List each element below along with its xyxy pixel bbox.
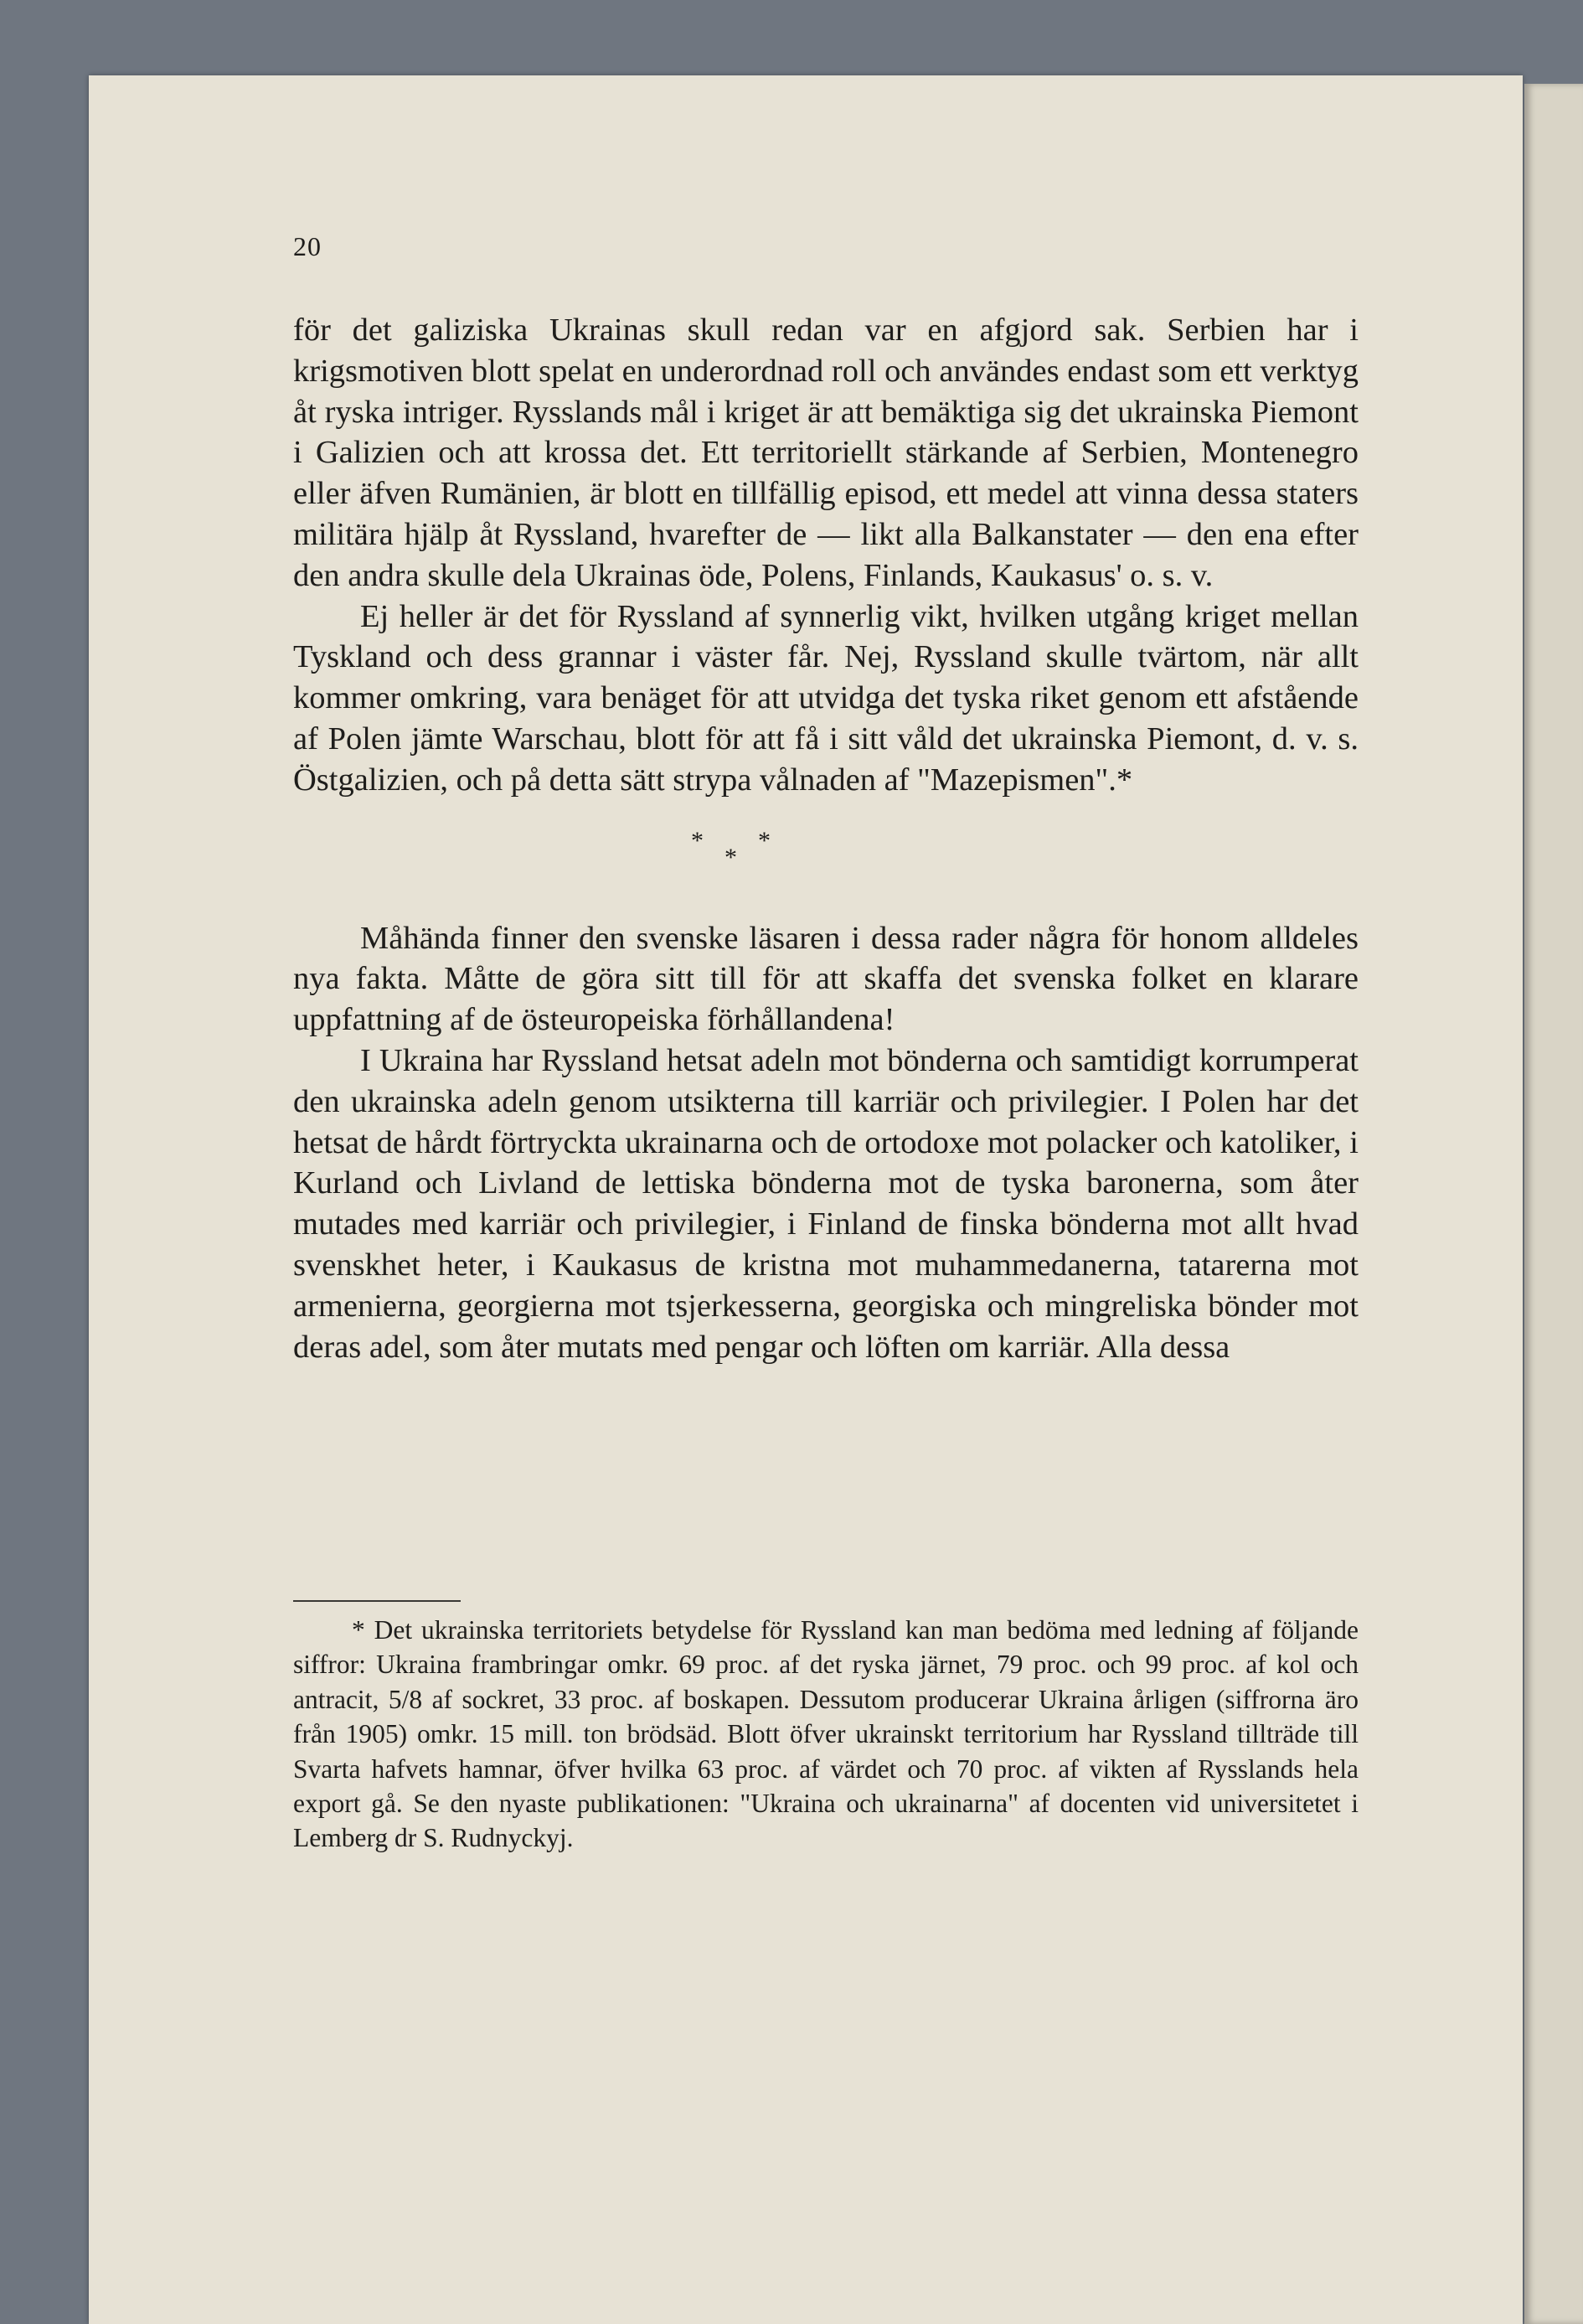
page-number: 20 xyxy=(293,231,322,261)
body-text xyxy=(293,310,1359,1367)
footnote xyxy=(293,1613,1359,1856)
paragraph: I Ukraina har Ryssland hetsat adeln mot bönderna och samtidigt korrumperat den ukrainska adeln genom utsikterna till karriär och privilegier. I Polen har det hetsat de hårdt förtryckta ukrainarna och de ortodoxe mot polacker och katoliker, i Kurland och Livland de lettiska bönderna mot de tyska baronerna, som åter mutades med karriär och privilegier, i Finland de finska bönderna mot allt hvad svenskhet heter, i Kaukasus de kristna mot muhammedanerna, tatarerna mot armenierna, georgierna mot tsjerkesserna, georgiska och mingreliska bönder mot deras adel, som åter mutats med pengar och löften om karriär. Alla dessa xyxy=(293,1042,1359,1365)
footnote-text: * Det ukrainska territoriets betydelse för Ryssland kan man bedöma med ledning af följande siffror: Ukraina frambringar omkr. 69 proc. af det ryska järnet, 79 proc. och 99 proc. af kol och antracit, 5/8 af sockret, 33 proc. af boskapen. Dessutom producerar Ukraina årligen (siffrorna äro från 1905) omkr. 15 mill. ton brödsäd. Blott öfver ukrainskt territorium har Ryssland tillträde till Svarta hafvets hamnar, öfver hvilka 63 proc. af värdet och 70 proc. af vikten af Rysslands hela export gå. Se den nyaste publikationen: "Ukraina och ukrainarna" af docenten vid universitetet i Lemberg dr S. Rudnyckyj. xyxy=(293,1615,1359,1853)
paragraph: för det galiziska Ukrainas skull redan var en afgjord sak. Serbien har i krigsmotiven blott spelat en underordnad roll och användes endast som ett verktyg åt ryska intriger. Rysslands mål i kriget är att bemäktiga sig det ukrainska Piemont i Galizien och att krossa det. Ett territoriellt stärkande af Serbien, Montenegro eller äfven Rumänien, är blott en tillfällig episod, ett medel att vinna dessa staters militära hjälp åt Ryssland, hvarefter de — likt alla Balkanstater — den ena efter den andra skulle dela Ukrainas öde, Polens, Finlands, Kaukasus' o. s. v. xyxy=(293,312,1359,593)
asterisk: * xyxy=(724,843,737,871)
paragraph: Ej heller är det för Ryssland af synnerlig vikt, hvilken utgång kriget mellan Tyskland och dess grannar i väster får. Nej, Ryssland skulle tvärtom, när allt kommer omkring, vara benäget för att utvidga det tyska riket genom ett afstående af Polen jämte Warschau, blott för att få i sitt våld det ukrainska Piemont, d. v. s. Östgalizien, och på detta sätt strypa vålnaden af "Mazepismen".* xyxy=(293,598,1359,798)
asterisk: * xyxy=(758,826,771,855)
footnote-divider xyxy=(293,1600,461,1602)
asterisk: * xyxy=(691,826,704,855)
section-break-asterism xyxy=(293,801,1359,918)
next-page-edge xyxy=(1524,84,1583,2324)
paragraph: Måhända finner den svenske läsaren i dessa rader några för honom alldeles nya fakta. Måtte de göra sitt till för att skaffa det svenska folket en klarare uppfattning af de östeuropeiska förhållandena! xyxy=(293,920,1359,1038)
